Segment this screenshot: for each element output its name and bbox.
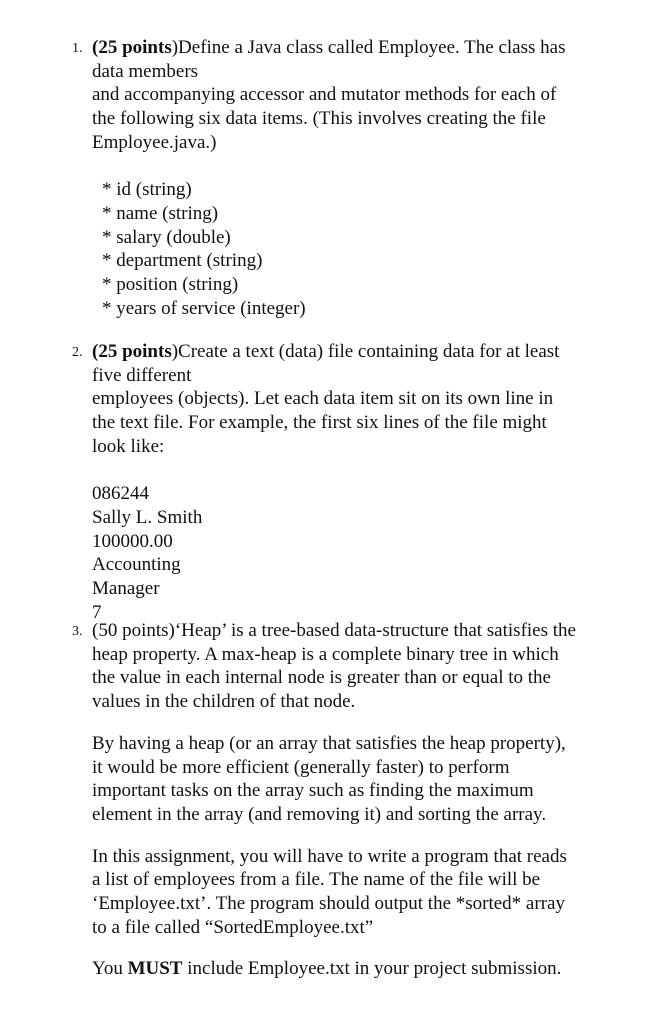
field-item: * years of service (integer): [102, 297, 306, 319]
example-line: Manager: [92, 578, 160, 600]
question-1-line-2: data members: [92, 60, 199, 82]
question-1-points: (25 points: [92, 37, 172, 58]
question-1-line-5: Employee.java.): [92, 131, 217, 153]
question-2-number: 2.: [72, 345, 83, 360]
example-data: [92, 482, 637, 624]
question-3-number: 3.: [72, 624, 83, 639]
question-3-paragraph-3: In this assignment, you will have to write a program that reads a list of employees from a file. The name of the file will be ‘Employee.txt’. The program should output the *sorted* array to a file called “SortedEmployee.txt”: [92, 845, 567, 938]
question-2: [72, 340, 637, 624]
question-1: [72, 36, 637, 320]
field-item: * position (string): [102, 274, 239, 296]
question-1-line-1: (25 points)Define a Java class called Employee. The class has: [92, 37, 566, 58]
example-line: 100000.00: [92, 530, 173, 552]
field-list: [92, 178, 637, 320]
question-2-line-1: (25 points)Create a text (data) file containing data for at least: [92, 341, 560, 362]
must-emphasis: MUST: [127, 958, 183, 980]
question-3-paragraph-4: You MUST include Employee.txt in your project submission.: [92, 958, 562, 980]
question-1-number: 1.: [72, 41, 83, 56]
question-2-points: (25 points: [92, 341, 172, 362]
question-3: [72, 619, 637, 981]
example-line: 086244: [92, 483, 149, 505]
example-line: Sally L. Smith: [92, 506, 203, 528]
example-line: Accounting: [92, 554, 181, 576]
question-2-line-2: five different: [92, 364, 192, 386]
field-item: * name (string): [102, 202, 219, 224]
field-item: * salary (double): [102, 226, 231, 248]
question-1-line-3: and accompanying accessor and mutator methods for each of: [92, 84, 557, 106]
question-2-line-5: look like:: [92, 435, 165, 457]
example-line: 7: [92, 601, 102, 623]
question-2-line-3: employees (objects). Let each data item sit on its own line in: [92, 388, 554, 410]
field-item: * department (string): [102, 250, 263, 272]
field-item: * id (string): [102, 179, 192, 201]
question-2-line-4: the text file. For example, the first six lines of the file might: [92, 412, 547, 434]
question-3-paragraph-2: By having a heap (or an array that satisfies the heap property), it would be more efficient (generally faster) to perform important tasks on the array such as finding the maximum element in the array (and removing it) and sorting the array.: [92, 732, 566, 825]
question-3-paragraph-1: (50 points)‘Heap’ is a tree-based data-structure that satisfies the heap property. A max-heap is a complete binary tree in which the value in each internal node is greater than or equal to the values in the children of that node.: [92, 620, 576, 713]
question-1-line-4: the following six data items. (This involves creating the file: [92, 108, 546, 130]
